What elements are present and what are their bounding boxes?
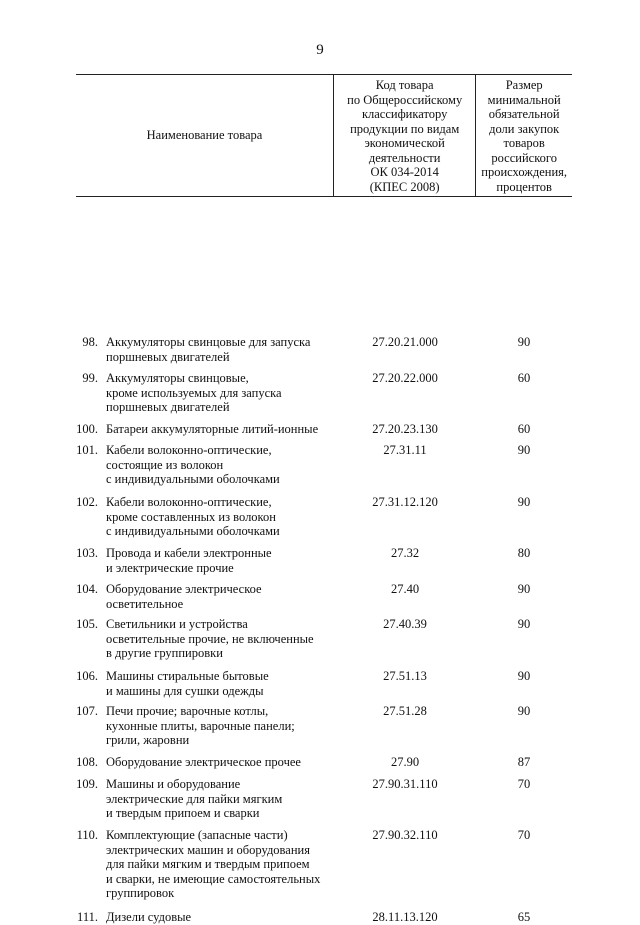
row-name: Провода и кабели электронные и электрические прочие — [106, 546, 272, 575]
row-number: 105. — [76, 617, 98, 631]
row-number: 99. — [82, 371, 98, 385]
row-name: Оборудование электрическое прочее — [106, 755, 301, 769]
row-share: 90 — [517, 669, 531, 683]
row-share: 90 — [517, 443, 531, 457]
header-name — [76, 75, 333, 196]
goods-table — [76, 74, 572, 924]
row-share: 80 — [517, 546, 531, 560]
row-code: 27.51.13 — [383, 669, 427, 683]
row-number: 106. — [76, 669, 98, 683]
row-number: 100. — [76, 422, 98, 436]
row-share: 70 — [517, 828, 531, 842]
row-share: 60 — [517, 422, 531, 436]
row-name: Машины и оборудование электрические для пайки мягким и твердым припоем и сварки — [106, 777, 283, 821]
header-name-text: Наименование товара — [146, 128, 263, 143]
row-name: Машины стиральные бытовые и машины для сушки одежды — [106, 669, 269, 698]
row-code: 27.40.39 — [383, 617, 427, 631]
row-code: 27.20.23.130 — [372, 422, 438, 436]
row-number: 110. — [76, 828, 98, 842]
row-code: 27.90.32.110 — [372, 828, 438, 842]
row-name: Аккумуляторы свинцовые для запуска поршневых двигателей — [106, 335, 311, 364]
row-share: 60 — [517, 371, 531, 385]
row-code: 27.32 — [390, 546, 420, 560]
row-code: 27.20.22.000 — [372, 371, 438, 385]
row-code: 27.90.31.110 — [372, 777, 438, 791]
row-number: 109. — [76, 777, 98, 791]
row-number: 98. — [82, 335, 98, 349]
row-name: Светильники и устройства осветительные прочие, не включенные в другие группировки — [106, 617, 314, 661]
page-number: 9 — [316, 42, 324, 58]
row-name: Кабели волоконно-оптические, кроме составленных из волокон с индивидуальными оболочками — [106, 495, 280, 539]
row-name: Кабели волоконно-оптические, состоящие из волокон с индивидуальными оболочками — [106, 443, 280, 487]
row-number: 107. — [76, 704, 98, 718]
row-name: Аккумуляторы свинцовые, кроме используемых для запуска поршневых двигателей — [106, 371, 282, 415]
row-share: 90 — [517, 617, 531, 631]
row-number: 103. — [76, 546, 98, 560]
table-header — [76, 74, 572, 197]
row-number: 101. — [76, 443, 98, 457]
row-number: 104. — [76, 582, 98, 596]
row-name: Оборудование электрическое осветительное — [106, 582, 262, 611]
row-number: 102. — [76, 495, 98, 509]
row-name: Печи прочие; варочные котлы, кухонные плиты, варочные панели; грили, жаровни — [106, 704, 295, 748]
row-code: 27.20.21.000 — [372, 335, 438, 349]
row-share: 65 — [517, 910, 531, 924]
header-code: Код товара по Общероссийскому классификатору продукции по видам экономической деятельности ОК 034-2014 (КПЕС 2008) — [333, 75, 476, 196]
row-share: 70 — [517, 777, 531, 791]
row-share: 90 — [517, 495, 531, 509]
row-code: 27.31.12.120 — [372, 495, 438, 509]
row-number: 108. — [76, 755, 98, 769]
row-name: Батареи аккумуляторные литий-ионные — [106, 422, 319, 436]
row-code: 27.40 — [390, 582, 420, 596]
row-share: 90 — [517, 704, 531, 718]
row-code: 27.31.11 — [383, 443, 427, 457]
row-code: 27.51.28 — [383, 704, 427, 718]
header-share: Размер минимальной обязательной доли закупок товаров российского происхождения, процентов — [481, 78, 568, 194]
row-share: 90 — [517, 335, 531, 349]
row-share: 90 — [517, 582, 531, 596]
row-name: Дизели судовые — [106, 910, 192, 924]
row-code: 27.90 — [390, 755, 420, 769]
row-code: 28.11.13.120 — [372, 910, 438, 924]
row-name: Комплектующие (запасные части) электрических машин и оборудования для пайки мягким и твердым припоем и сварки, не имеющие самостоятельных группировок — [106, 828, 321, 901]
row-share: 87 — [517, 755, 531, 769]
row-number: 111. — [77, 910, 98, 924]
